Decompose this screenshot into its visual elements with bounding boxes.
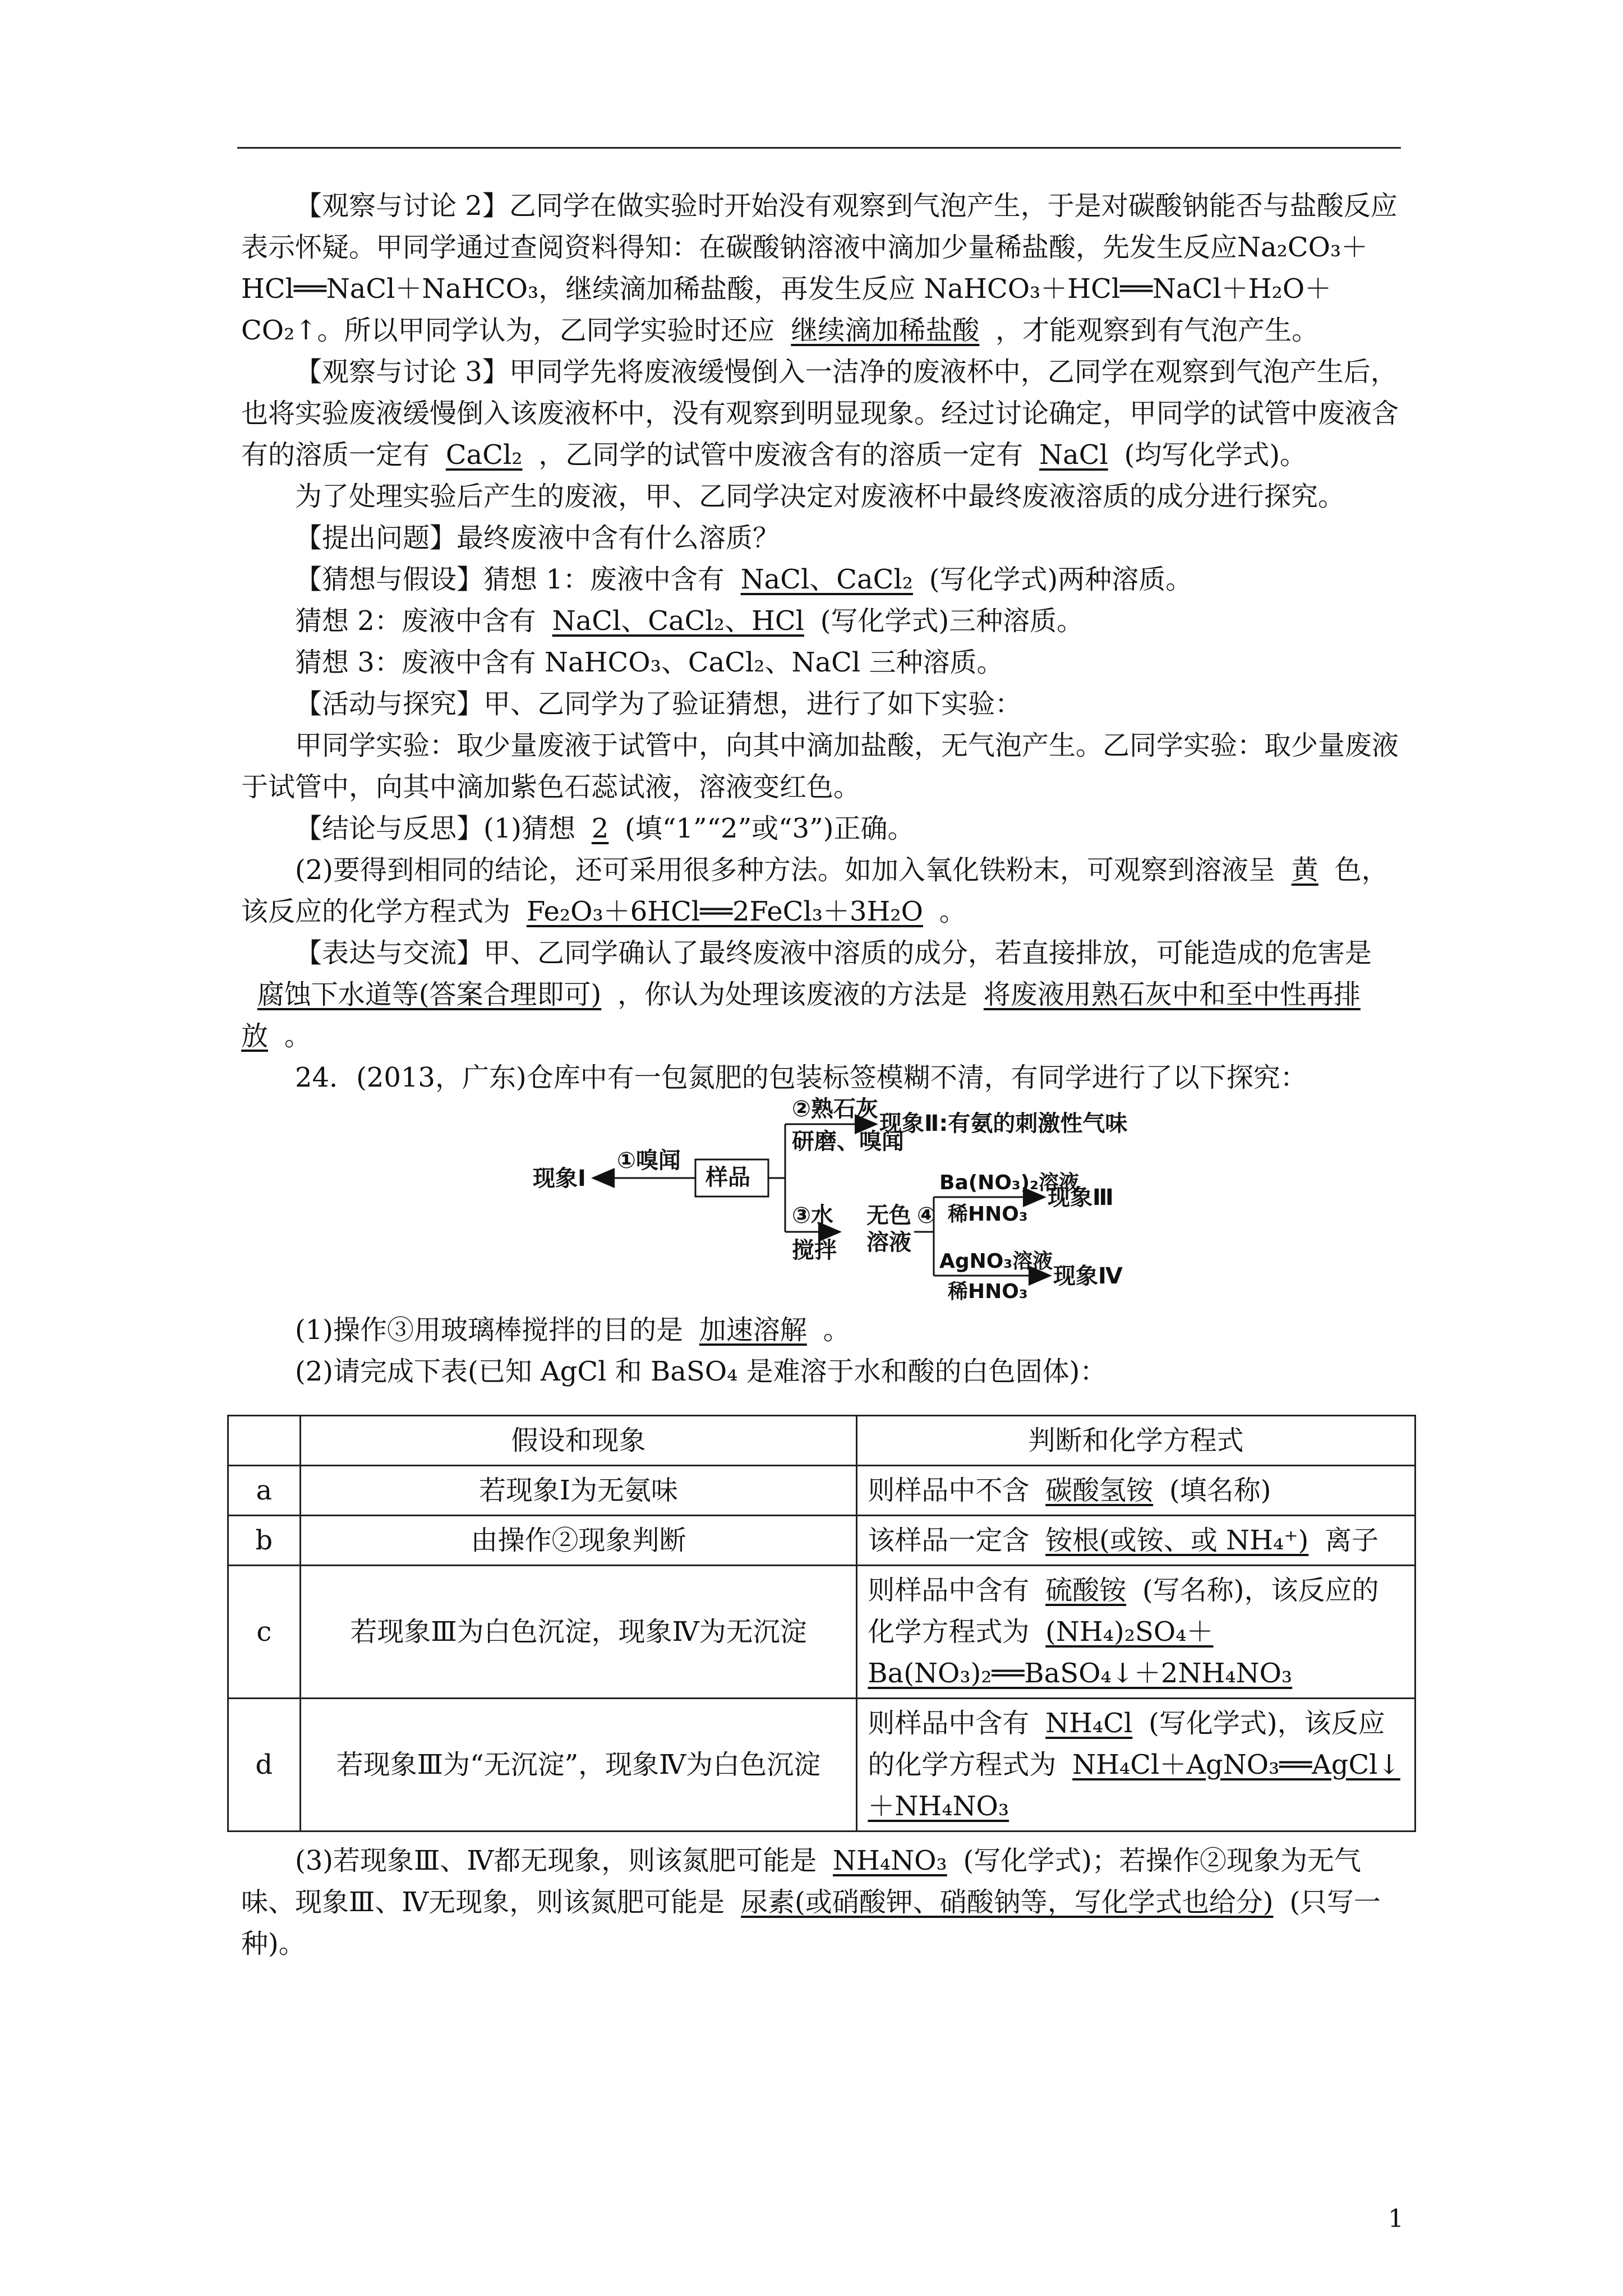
flow-step1: ①嗅闻 <box>617 1148 681 1174</box>
sub-question-1 <box>241 1309 1402 1351</box>
row-label: c <box>228 1566 301 1699</box>
conclusion-1 <box>241 808 1402 849</box>
flow-sample: 样品 <box>706 1165 750 1190</box>
flow-reagent4b: 稀HNO₃ <box>948 1280 1028 1303</box>
row-judgement <box>857 1516 1415 1566</box>
flow-step3a: ③水 <box>792 1203 833 1228</box>
table-row <box>228 1699 1415 1832</box>
flow-phen4: 现象Ⅳ <box>1053 1263 1123 1289</box>
row-hypothesis: 由操作②现象判断 <box>300 1516 857 1566</box>
hyp2-text: 猜想 2：废液中含有 <box>295 605 536 637</box>
sub1-text: (1)操作③用玻璃棒搅拌的目的是 <box>295 1314 683 1346</box>
row-label: d <box>228 1699 301 1832</box>
obs2-text: 【观察与讨论 2】乙同学在做实验时开始没有观察到气泡产生，于是对碳酸钠能否与盐酸反应表示怀疑。甲同学通过查阅资料得知：在碳酸钠溶液中滴加少量稀盐酸，先发生反应Na₂CO₃＋HCl══NaCl＋NaHCO₃，继续滴加稀盐酸，再发生反应 NaHCO₃＋HCl══NaCl＋H₂O＋CO₂↑。所以甲同学认为，乙同学实验时还应 <box>241 190 1398 346</box>
intro-paragraph: 为了处理实验后产生的废液，甲、乙同学决定对废液杯中最终废液溶质的成分进行探究。 <box>295 481 1345 512</box>
sub3-answer-1: NH₄NO₃ <box>833 1845 947 1876</box>
flow-step2b: 研磨、嗅闻 <box>792 1129 904 1154</box>
page-number: 1 <box>1388 2205 1404 2233</box>
flow-solution-a: 无色 <box>866 1203 911 1228</box>
flow-phen1: 现象Ⅰ <box>533 1166 586 1191</box>
table-header-hypothesis: 假设和现象 <box>300 1416 857 1466</box>
hypothesis-1 <box>241 559 1402 600</box>
hypothesis-2 <box>241 600 1402 642</box>
hypothesis-3: 猜想 3：废液中含有 NaHCO₃、CaCl₂、NaCl 三种溶质。 <box>295 647 1004 678</box>
express-answer-1: 腐蚀下水道等(答案合理即可) <box>257 979 602 1010</box>
express-text: 【表达与交流】甲、乙同学确认了最终废液中溶质的成分，若直接排放，可能造成的危害是 <box>295 937 1372 969</box>
row-c-answer-2: (NH₄)₂SO₄＋Ba(NO₃)₂══BaSO₄↓＋2NH₄NO₃ <box>868 1616 1293 1689</box>
table-row <box>228 1566 1415 1699</box>
row-d-text: 则样品中含有 <box>868 1708 1030 1739</box>
row-b-text-end: 离子 <box>1325 1525 1379 1556</box>
sub-question-2: (2)请完成下表(已知 AgCl 和 BaSO₄ 是难溶于水和酸的白色固体)： <box>295 1356 1107 1387</box>
flow-reagent3b: 稀HNO₃ <box>948 1203 1028 1226</box>
row-judgement <box>857 1466 1415 1516</box>
row-judgement <box>857 1566 1415 1699</box>
obs3-paragraph <box>241 351 1402 476</box>
sub3-text-end: (只写一种)。 <box>241 1887 1381 1959</box>
hyp2-answer: NaCl、CaCl₂、HCl <box>552 605 804 637</box>
concl2-text-mid: 色，该反应的化学方程式为 <box>241 854 1389 927</box>
table-header-row <box>228 1416 1415 1466</box>
hyp2-text-end: (写化学式)三种溶质。 <box>820 605 1084 637</box>
sub1-text-end: 。 <box>823 1314 850 1346</box>
page-content <box>241 185 1402 1964</box>
activity-paragraph: 【活动与探究】甲、乙同学为了验证猜想，进行了如下实验： <box>295 688 1022 720</box>
flow-step3b: 搅拌 <box>792 1237 837 1263</box>
express-text-end: 。 <box>284 1020 311 1052</box>
row-d-answer-2: NH₄Cl＋AgNO₃══AgCl↓＋NH₄NO₃ <box>868 1749 1400 1822</box>
sub1-answer: 加速溶解 <box>699 1314 807 1346</box>
question-24: 24．(2013，广东)仓库中有一包氮肥的包装标签模糊不清，有同学进行了以下探究： <box>295 1062 1307 1093</box>
concl1-answer: 2 <box>591 813 609 844</box>
flow-phen3: 现象Ⅲ <box>1048 1185 1114 1211</box>
row-c-answer-1: 硫酸铵 <box>1045 1575 1127 1606</box>
obs2-text-end: ，才能观察到有气泡产生。 <box>995 315 1319 346</box>
express-paragraph <box>241 932 1402 1057</box>
flow-diagram <box>533 1096 1206 1304</box>
header-rule <box>237 147 1401 149</box>
row-b-answer: 铵根(或铵、或 NH₄⁺) <box>1045 1525 1309 1556</box>
hyp1-text-end: (写化学式)两种溶质。 <box>929 564 1193 595</box>
experiment-paragraph: 甲同学实验：取少量废液于试管中，向其中滴加盐酸，无气泡产生。乙同学实验：取少量废液于试管中，向其中滴加紫色石蕊试液，溶液变红色。 <box>241 730 1399 803</box>
table-header-judgement: 判断和化学方程式 <box>857 1416 1415 1466</box>
concl1-text-end: (填“1”“2”或“3”)正确。 <box>625 813 915 844</box>
express-text-mid: ，你认为处理该废液的方法是 <box>617 979 968 1010</box>
row-hypothesis: 若现象Ⅲ为“无沉淀”，现象Ⅳ为白色沉淀 <box>300 1699 857 1832</box>
row-label: a <box>228 1466 301 1516</box>
obs3-answer-1: CaCl₂ <box>445 439 523 471</box>
flow-reagent3a: Ba(NO₃)₂溶液 <box>939 1171 1079 1194</box>
row-c-text: 则样品中含有 <box>868 1575 1030 1606</box>
row-a-answer: 碳酸氢铵 <box>1045 1475 1154 1506</box>
flow-reagent4a: AgNO₃溶液 <box>939 1250 1053 1273</box>
answer-table <box>227 1415 1416 1832</box>
obs2-paragraph <box>241 185 1402 351</box>
hyp1-text: 【猜想与假设】猜想 1：废液中含有 <box>295 564 725 595</box>
sub3-text-mid: (写化学式)；若操作②现象为无气味、现象Ⅲ、Ⅳ无现象，则该氮肥可能是 <box>241 1845 1362 1918</box>
concl1-text: 【结论与反思】(1)猜想 <box>295 813 575 844</box>
flow-step4: ④ <box>917 1203 936 1228</box>
row-c-text-mid: (写名称)，该反应的化学方程式为 <box>868 1575 1379 1648</box>
sub3-answer-2: 尿素(或硝酸钾、硝酸钠等，写化学式也给分) <box>741 1887 1274 1918</box>
row-hypothesis: 若现象Ⅲ为白色沉淀，现象Ⅳ为无沉淀 <box>300 1566 857 1699</box>
table-row <box>228 1516 1415 1566</box>
flow-phen2: 现象Ⅱ:有氨的刺激性气味 <box>879 1111 1128 1137</box>
row-judgement <box>857 1699 1415 1832</box>
flow-solution-b: 溶液 <box>866 1230 911 1255</box>
row-a-text-end: (填名称) <box>1169 1475 1271 1506</box>
sub3-text: (3)若现象Ⅲ、Ⅳ都无现象，则该氮肥可能是 <box>295 1845 817 1876</box>
row-label: b <box>228 1516 301 1566</box>
obs3-text: 【观察与讨论 3】甲同学先将废液缓慢倒入一洁净的废液杯中，乙同学在观察到气泡产生后，也将实验废液缓慢倒入该废液杯中，没有观察到明显现象。经过讨论确定，甲同学的试管中废液含有的溶质一定有 <box>241 356 1399 471</box>
row-d-text-mid: (写化学式)，该反应的化学方程式为 <box>868 1708 1385 1780</box>
express-answer-2: 将废液用熟石灰中和至中性再排放 <box>241 979 1361 1052</box>
table-row <box>228 1466 1415 1516</box>
obs2-answer: 继续滴加稀盐酸 <box>791 315 980 346</box>
concl2-text-end: 。 <box>939 896 966 927</box>
flow-step2a: ②熟石灰 <box>792 1096 878 1122</box>
obs3-answer-2: NaCl <box>1039 439 1108 471</box>
concl2-answer-2: Fe₂O₃＋6HCl══2FeCl₃＋3H₂O <box>526 896 923 927</box>
table-header-blank <box>228 1416 301 1466</box>
hyp1-answer: NaCl、CaCl₂ <box>740 564 913 595</box>
sub-question-3 <box>241 1840 1402 1964</box>
obs3-text-end: (均写化学式)。 <box>1124 439 1307 471</box>
row-b-text: 该样品一定含 <box>868 1525 1030 1556</box>
obs3-text-mid: ，乙同学的试管中废液含有的溶质一定有 <box>538 439 1023 471</box>
row-hypothesis: 若现象Ⅰ为无氨味 <box>300 1466 857 1516</box>
question-paragraph: 【提出问题】最终废液中含有什么溶质？ <box>295 522 780 554</box>
conclusion-2 <box>241 849 1402 932</box>
concl2-text: (2)要得到相同的结论，还可采用很多种方法。如加入氧化铁粉末，可观察到溶液呈 <box>295 854 1275 886</box>
concl2-answer-1: 黄 <box>1291 854 1318 886</box>
row-a-text: 则样品中不含 <box>868 1475 1030 1506</box>
row-d-answer-1: NH₄Cl <box>1045 1708 1133 1739</box>
